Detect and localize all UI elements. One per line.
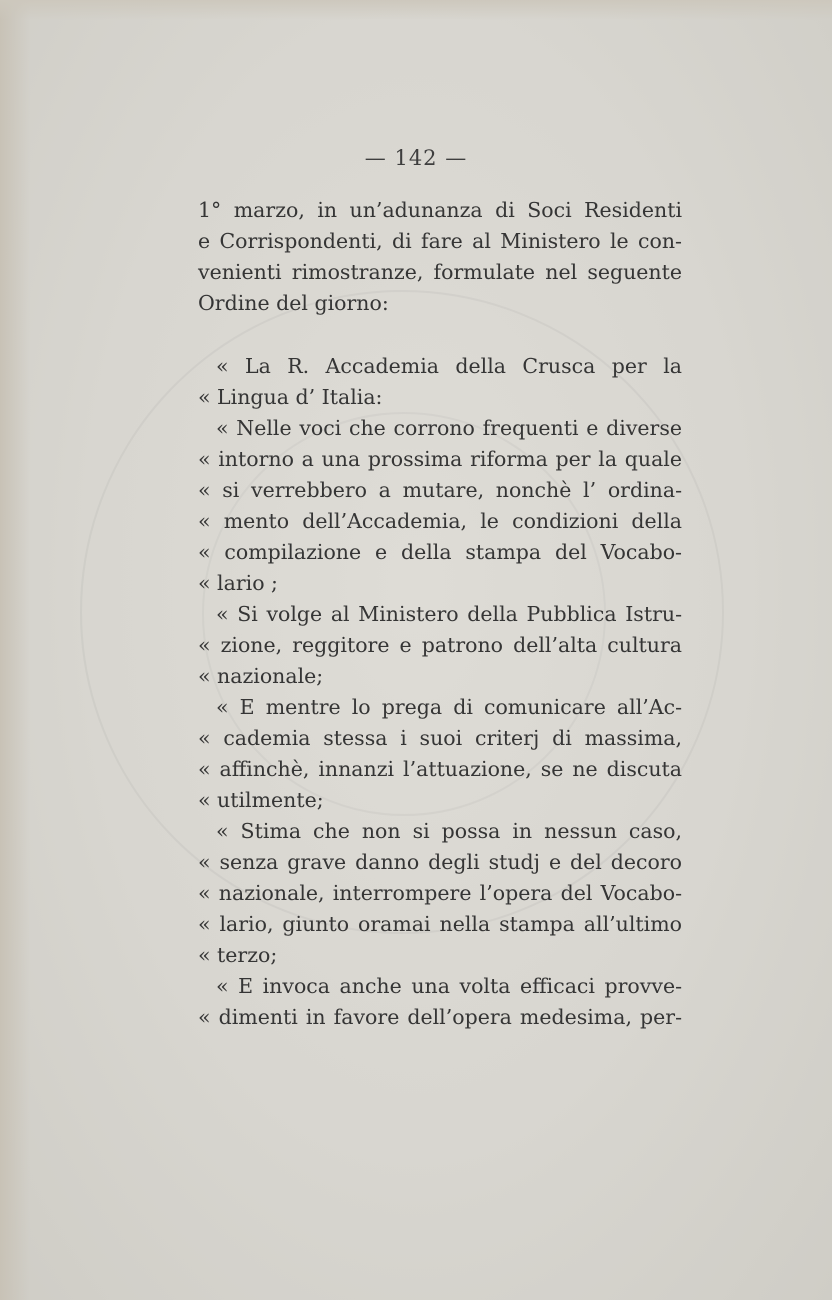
page-edge-shadow [0,0,30,1300]
resolution-line: « affinchè, innanzi l’attuazione, se ne discuta [198,757,682,781]
intro-line: e Corrispondenti, di fare al Ministero le con- [198,229,682,253]
resolution-line: « nazionale; [198,664,324,688]
resolution-line: « Lingua d’ Italia: [198,385,383,409]
resolution-line: « utilmente; [198,788,324,812]
resolution-line: « senza grave danno degli studj e del decoro [198,850,682,874]
page-number: — 142 — [364,146,468,170]
page-top-shadow [0,0,832,20]
resolution-line: « Nelle voci che corrono frequenti e diverse [216,416,682,440]
resolution-line: « Stima che non si possa in nessun caso, [216,819,682,843]
resolution-quote [198,351,682,1033]
resolution-line: « E invoca anche una volta efficaci provve- [216,974,682,998]
resolution-line: « Si volge al Ministero della Pubblica Istru- [216,602,682,626]
resolution-line: « intorno a una prossima riforma per la quale [198,447,682,471]
resolution-line: « lario ; [198,571,278,595]
page-body-text [198,195,682,1033]
intro-line: venienti rimostranze, formulate nel seguente [198,260,682,284]
resolution-line: « cademia stessa i suoi criterj di massima, [198,726,682,750]
intro-line: Ordine del giorno: [198,291,389,315]
resolution-line: « dimenti in favore dell’opera medesima, per- [198,1005,682,1029]
paragraph-gap [198,319,682,351]
resolution-line: « terzo; [198,943,278,967]
intro-line: 1° marzo, in un’adunanza di Soci Residenti [198,198,682,222]
resolution-line: « E mentre lo prega di comunicare all’Ac- [216,695,682,719]
resolution-line: « zione, reggitore e patrono dell’alta cultura [198,633,682,657]
resolution-line: « si verrebbero a mutare, nonchè l’ ordina- [198,478,682,502]
resolution-line: « lario, giunto oramai nella stampa all’ultimo [198,912,682,936]
resolution-line: « La R. Accademia della Crusca per la [216,354,682,378]
resolution-line: « compilazione e della stampa del Vocabo- [198,540,682,564]
resolution-line: « nazionale, interrompere l’opera del Vocabo- [198,881,682,905]
resolution-line: « mento dell’Accademia, le condizioni della [198,509,682,533]
